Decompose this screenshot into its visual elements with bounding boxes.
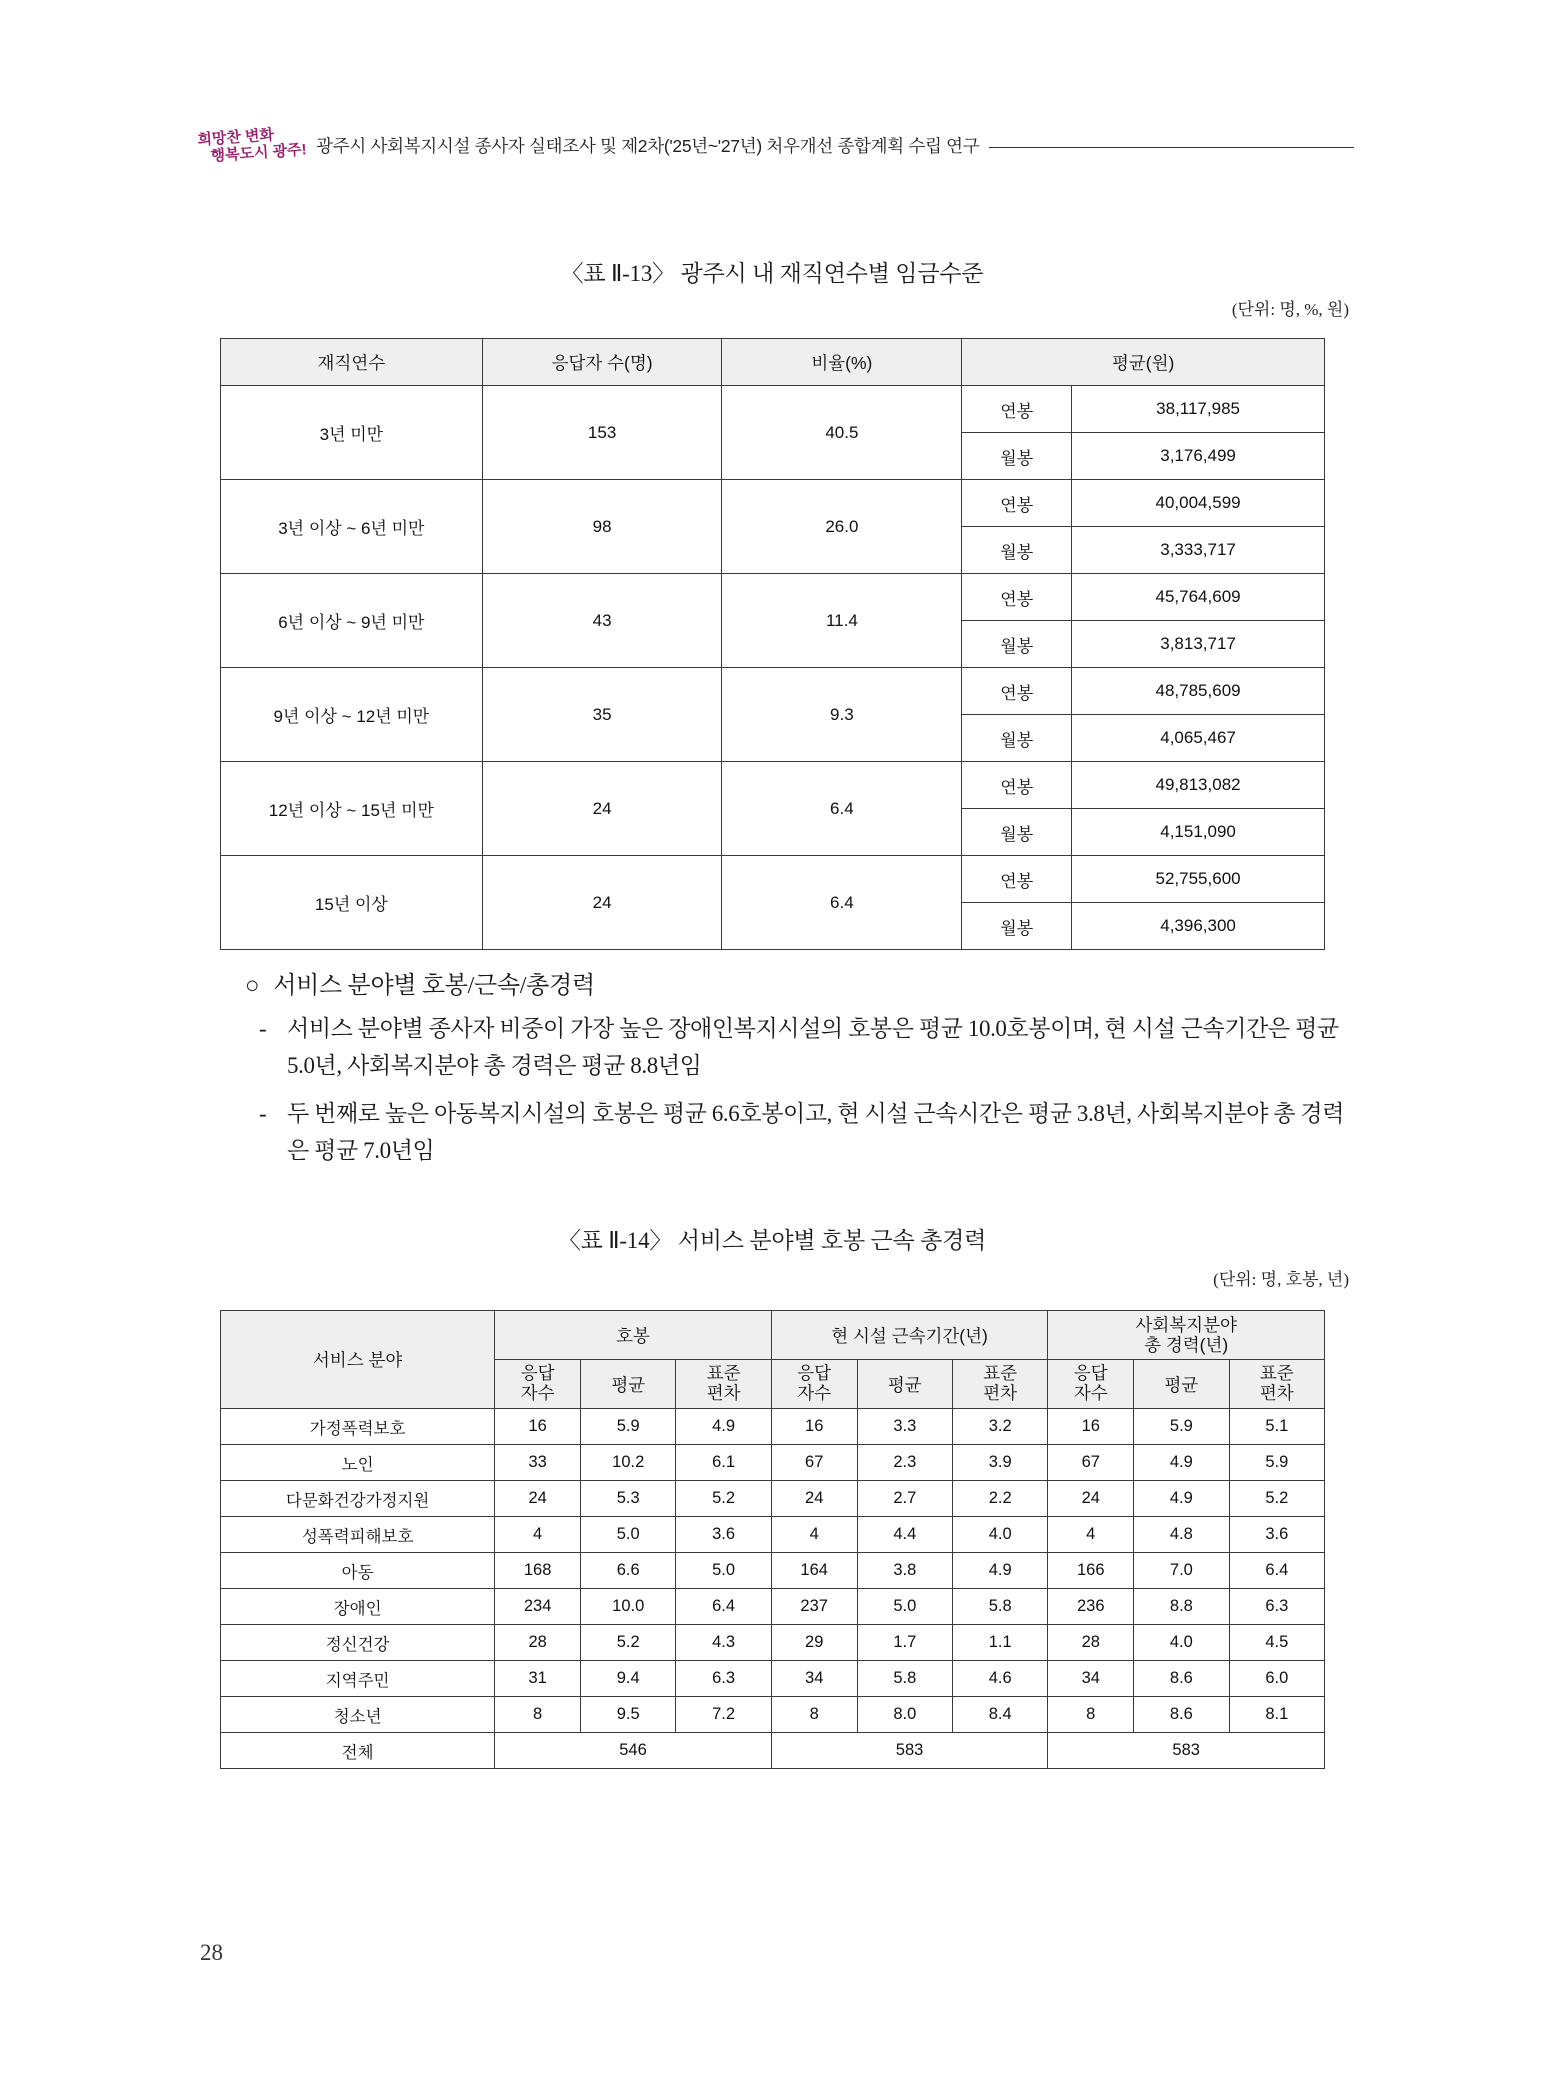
table-13-annual-value: 40,004,599 [1072, 480, 1325, 527]
cell-s3: 4.5 [1229, 1625, 1324, 1661]
table-row [221, 1553, 1325, 1589]
table-13-row-ratio: 26.0 [722, 480, 962, 574]
cell-n1: 168 [495, 1553, 581, 1589]
subhdr-sd-l1: 표준 [983, 1363, 1018, 1384]
cell-n2: 67 [771, 1445, 857, 1481]
cell-m2: 2.7 [857, 1481, 952, 1517]
cell-m1: 9.5 [581, 1697, 676, 1733]
table-14 [220, 1310, 1325, 1769]
cell-n1: 234 [495, 1589, 581, 1625]
table-13-annual-label: 연봉 [962, 668, 1072, 715]
table-13-caption: 〈표 Ⅱ-13〉 광주시 내 재직연수별 임금수준 [560, 261, 984, 286]
cell-m3: 5.9 [1134, 1409, 1229, 1445]
cell-m2: 1.7 [857, 1625, 952, 1661]
cell-s3: 5.9 [1229, 1445, 1324, 1481]
cell-m2: 5.8 [857, 1661, 952, 1697]
cell-s2: 8.4 [952, 1697, 1047, 1733]
table-13-header-row [221, 339, 1325, 386]
analysis-section [245, 965, 1354, 1169]
cell-m3: 7.0 [1134, 1553, 1229, 1589]
cell-n2: 4 [771, 1517, 857, 1553]
cell-m1: 10.2 [581, 1445, 676, 1481]
subhdr-n-l2: 자수 [1073, 1383, 1108, 1403]
cell-m3: 4.9 [1134, 1445, 1229, 1481]
cell-s3: 6.0 [1229, 1661, 1324, 1697]
cell-n3: 28 [1048, 1625, 1134, 1661]
circle-bullet-icon: ○ [245, 973, 260, 999]
table-13-col-ratio: 비율(%) [722, 339, 962, 386]
table-row [221, 1697, 1325, 1733]
table-14-group-career [1048, 1311, 1325, 1360]
page-header [196, 126, 1354, 166]
table-13-annual-label: 연봉 [962, 386, 1072, 433]
subhdr-n-l1: 응답 [520, 1363, 555, 1384]
cell-n3: 8 [1048, 1697, 1134, 1733]
table-13-row-label: 12년 이상 ~ 15년 미만 [221, 762, 483, 856]
table-13-monthly-value: 4,151,090 [1072, 809, 1325, 856]
table-13-row-label: 9년 이상 ~ 12년 미만 [221, 668, 483, 762]
table-14-group-hobong: 호봉 [495, 1311, 772, 1360]
cell-s1: 6.4 [676, 1589, 771, 1625]
list-item-text: 두 번째로 높은 아동복지시설의 호봉은 평균 6.6호봉이고, 현 시설 근속시간은 평균 3.8년, 사회복지분야 총 경력은 평균 7.0년임 [287, 1100, 1345, 1163]
table-13 [220, 338, 1325, 950]
table-13-annual-value: 38,117,985 [1072, 386, 1325, 433]
cell-s3: 3.6 [1229, 1517, 1324, 1553]
table-13-row-ratio: 6.4 [722, 762, 962, 856]
table-row [221, 1661, 1325, 1697]
table-13-annual-value: 52,755,600 [1072, 856, 1325, 903]
table-13-col-period: 재직연수 [221, 339, 483, 386]
table-row [221, 574, 1325, 621]
cell-m1: 5.2 [581, 1625, 676, 1661]
cell-s1: 6.3 [676, 1661, 771, 1697]
cell-m2: 3.8 [857, 1553, 952, 1589]
cell-s2: 4.0 [952, 1517, 1047, 1553]
table-row [221, 1625, 1325, 1661]
table-14-subcol-n [771, 1360, 857, 1409]
cell-s3: 5.2 [1229, 1481, 1324, 1517]
cell-n2: 24 [771, 1481, 857, 1517]
table-13-col-count: 응답자 수(명) [482, 339, 722, 386]
dash-bullet-icon: - [259, 1100, 267, 1126]
cell-s3: 6.3 [1229, 1589, 1324, 1625]
cell-n1: 16 [495, 1409, 581, 1445]
cell-n1: 31 [495, 1661, 581, 1697]
table-13-monthly-label: 월봉 [962, 809, 1072, 856]
list-item-text: 서비스 분야별 종사자 비중이 가장 높은 장애인복지시설의 호봉은 평균 10.0호봉이며, 현 시설 근속기간은 평균 5.0년, 사회복지분야 총 경력은 평균 8.8년임 [287, 1016, 1339, 1079]
cell-n1: 33 [495, 1445, 581, 1481]
cell-m3: 4.9 [1134, 1481, 1229, 1517]
table-14-row-label: 성폭력피해보호 [221, 1517, 495, 1553]
cell-s2: 5.8 [952, 1589, 1047, 1625]
subhdr-n-l1: 응답 [1073, 1363, 1108, 1384]
table-14-subcol-sd [676, 1360, 771, 1409]
table-14-total-tenure: 583 [771, 1733, 1048, 1769]
table-13-annual-value: 45,764,609 [1072, 574, 1325, 621]
table-13-row-label: 6년 이상 ~ 9년 미만 [221, 574, 483, 668]
cell-s1: 4.3 [676, 1625, 771, 1661]
subhdr-sd-l2: 편차 [1259, 1383, 1294, 1403]
list-item [245, 1095, 1354, 1170]
table-14-group-career-line1: 사회복지분야 [1135, 1314, 1237, 1335]
table-14-subcol-sd [952, 1360, 1047, 1409]
table-14-header-row-1 [221, 1311, 1325, 1360]
cell-m2: 3.3 [857, 1409, 952, 1445]
table-14-subcol-mean: 평균 [857, 1360, 952, 1409]
table-14-row-label: 다문화건강가정지원 [221, 1481, 495, 1517]
cell-n1: 8 [495, 1697, 581, 1733]
cell-n3: 166 [1048, 1553, 1134, 1589]
cell-s1: 3.6 [676, 1517, 771, 1553]
table-13-monthly-label: 월봉 [962, 715, 1072, 762]
cell-n3: 4 [1048, 1517, 1134, 1553]
table-13-monthly-label: 월봉 [962, 903, 1072, 950]
cell-m1: 10.0 [581, 1589, 676, 1625]
subhdr-n-l2: 자수 [797, 1383, 832, 1403]
cell-m1: 5.3 [581, 1481, 676, 1517]
table-14-unit: (단위: 명, 호봉, 년) [1213, 1270, 1349, 1289]
table-13-annual-label: 연봉 [962, 762, 1072, 809]
table-13-row-count: 153 [482, 386, 722, 480]
subhdr-n-l2: 자수 [520, 1383, 555, 1403]
cell-n3: 34 [1048, 1661, 1134, 1697]
cell-m1: 5.9 [581, 1409, 676, 1445]
table-14-total-career: 583 [1048, 1733, 1325, 1769]
cell-s2: 3.9 [952, 1445, 1047, 1481]
table-row [221, 856, 1325, 903]
table-row [221, 480, 1325, 527]
table-14-row-label: 아동 [221, 1553, 495, 1589]
header-title: 광주시 사회복지시설 종사자 실태조사 및 제2차('25년~'27년) 처우개선 종합계획 수립 연구 [316, 135, 980, 156]
cell-s1: 6.1 [676, 1445, 771, 1481]
table-13-monthly-label: 월봉 [962, 527, 1072, 574]
table-14-row-label: 노인 [221, 1445, 495, 1481]
subhdr-sd-l1: 표준 [1259, 1363, 1294, 1384]
table-13-annual-value: 49,813,082 [1072, 762, 1325, 809]
subhdr-sd-l1: 표준 [706, 1363, 741, 1384]
cell-n1: 24 [495, 1481, 581, 1517]
table-13-row-ratio: 6.4 [722, 856, 962, 950]
list-item [245, 1010, 1354, 1085]
cell-n2: 237 [771, 1589, 857, 1625]
table-row [221, 1589, 1325, 1625]
cell-n2: 16 [771, 1409, 857, 1445]
cell-s2: 4.6 [952, 1661, 1047, 1697]
table-14-row-label: 정신건강 [221, 1625, 495, 1661]
table-13-monthly-label: 월봉 [962, 433, 1072, 480]
table-13-annual-label: 연봉 [962, 856, 1072, 903]
table-14-subcol-n [495, 1360, 581, 1409]
cell-m2: 4.4 [857, 1517, 952, 1553]
table-13-monthly-value: 4,396,300 [1072, 903, 1325, 950]
table-13-row-ratio: 11.4 [722, 574, 962, 668]
table-13-annual-label: 연봉 [962, 574, 1072, 621]
cell-n1: 4 [495, 1517, 581, 1553]
table-row [221, 668, 1325, 715]
cell-m3: 8.6 [1134, 1697, 1229, 1733]
table-row [221, 386, 1325, 433]
cell-s2: 1.1 [952, 1625, 1047, 1661]
table-14-subcol-n [1048, 1360, 1134, 1409]
cell-n3: 67 [1048, 1445, 1134, 1481]
cell-m3: 8.6 [1134, 1661, 1229, 1697]
cell-m2: 2.3 [857, 1445, 952, 1481]
page-number: 28 [200, 1940, 223, 1965]
cell-s2: 4.9 [952, 1553, 1047, 1589]
brand-logo-line2: 행복도시 광주! [210, 141, 308, 166]
cell-s3: 5.1 [1229, 1409, 1324, 1445]
table-13-monthly-value: 3,333,717 [1072, 527, 1325, 574]
table-row [221, 1445, 1325, 1481]
table-13-annual-label: 연봉 [962, 480, 1072, 527]
cell-m2: 5.0 [857, 1589, 952, 1625]
table-14-row-label: 가정폭력보호 [221, 1409, 495, 1445]
table-13-row-count: 24 [482, 762, 722, 856]
table-13-col-mean: 평균(원) [962, 339, 1325, 386]
cell-m2: 8.0 [857, 1697, 952, 1733]
cell-s1: 5.2 [676, 1481, 771, 1517]
cell-s1: 7.2 [676, 1697, 771, 1733]
table-13-row-ratio: 9.3 [722, 668, 962, 762]
table-14-total-hobong: 546 [495, 1733, 772, 1769]
cell-s2: 3.2 [952, 1409, 1047, 1445]
cell-s2: 2.2 [952, 1481, 1047, 1517]
table-14-subcol-mean: 평균 [1134, 1360, 1229, 1409]
cell-m3: 8.8 [1134, 1589, 1229, 1625]
cell-s1: 5.0 [676, 1553, 771, 1589]
table-14-row-label: 지역주민 [221, 1661, 495, 1697]
subhdr-sd-l2: 편차 [706, 1383, 741, 1403]
brand-logo [197, 124, 307, 166]
table-13-monthly-value: 3,176,499 [1072, 433, 1325, 480]
section-heading-text: 서비스 분야별 호봉/근속/총경력 [273, 973, 595, 999]
brand-logo-line1: 희망찬 변화 [196, 126, 275, 149]
table-14-col-service: 서비스 분야 [221, 1311, 495, 1409]
table-13-row-label: 3년 이상 ~ 6년 미만 [221, 480, 483, 574]
table-14-total-label: 전체 [221, 1733, 495, 1769]
table-row [221, 762, 1325, 809]
table-13-row-count: 35 [482, 668, 722, 762]
section-heading [245, 965, 1354, 1000]
cell-m3: 4.0 [1134, 1625, 1229, 1661]
table-14-group-career-line2: 총 경력(년) [1144, 1335, 1229, 1355]
cell-n2: 29 [771, 1625, 857, 1661]
cell-n2: 164 [771, 1553, 857, 1589]
table-13-row-count: 24 [482, 856, 722, 950]
table-13-monthly-label: 월봉 [962, 621, 1072, 668]
table-14-group-tenure: 현 시설 근속기간(년) [771, 1311, 1048, 1360]
cell-m1: 6.6 [581, 1553, 676, 1589]
table-13-monthly-value: 4,065,467 [1072, 715, 1325, 762]
table-13-row-count: 98 [482, 480, 722, 574]
table-row [221, 1517, 1325, 1553]
table-14-row-label: 장애인 [221, 1589, 495, 1625]
table-row [221, 1481, 1325, 1517]
table-13-unit: (단위: 명, %, 원) [1231, 300, 1349, 319]
cell-n3: 16 [1048, 1409, 1134, 1445]
cell-s3: 6.4 [1229, 1553, 1324, 1589]
table-14-subcol-mean: 평균 [581, 1360, 676, 1409]
cell-n3: 236 [1048, 1589, 1134, 1625]
cell-s1: 4.9 [676, 1409, 771, 1445]
cell-n3: 24 [1048, 1481, 1134, 1517]
table-14-subcol-sd [1229, 1360, 1324, 1409]
cell-n2: 34 [771, 1661, 857, 1697]
cell-m1: 9.4 [581, 1661, 676, 1697]
header-divider [989, 147, 1354, 148]
subhdr-n-l1: 응답 [797, 1363, 832, 1384]
cell-m3: 4.8 [1134, 1517, 1229, 1553]
cell-s3: 8.1 [1229, 1697, 1324, 1733]
table-13-row-count: 43 [482, 574, 722, 668]
cell-n1: 28 [495, 1625, 581, 1661]
cell-n2: 8 [771, 1697, 857, 1733]
table-13-annual-value: 48,785,609 [1072, 668, 1325, 715]
table-row [221, 1409, 1325, 1445]
table-13-monthly-value: 3,813,717 [1072, 621, 1325, 668]
table-13-row-ratio: 40.5 [722, 386, 962, 480]
table-13-row-label: 15년 이상 [221, 856, 483, 950]
table-14-caption: 〈표 Ⅱ-14〉 서비스 분야별 호봉 근속 총경력 [557, 1228, 987, 1253]
subhdr-sd-l2: 편차 [983, 1383, 1018, 1403]
table-14-total-row [221, 1733, 1325, 1769]
cell-m1: 5.0 [581, 1517, 676, 1553]
table-14-row-label: 청소년 [221, 1697, 495, 1733]
table-13-row-label: 3년 미만 [221, 386, 483, 480]
dash-bullet-icon: - [259, 1016, 267, 1041]
